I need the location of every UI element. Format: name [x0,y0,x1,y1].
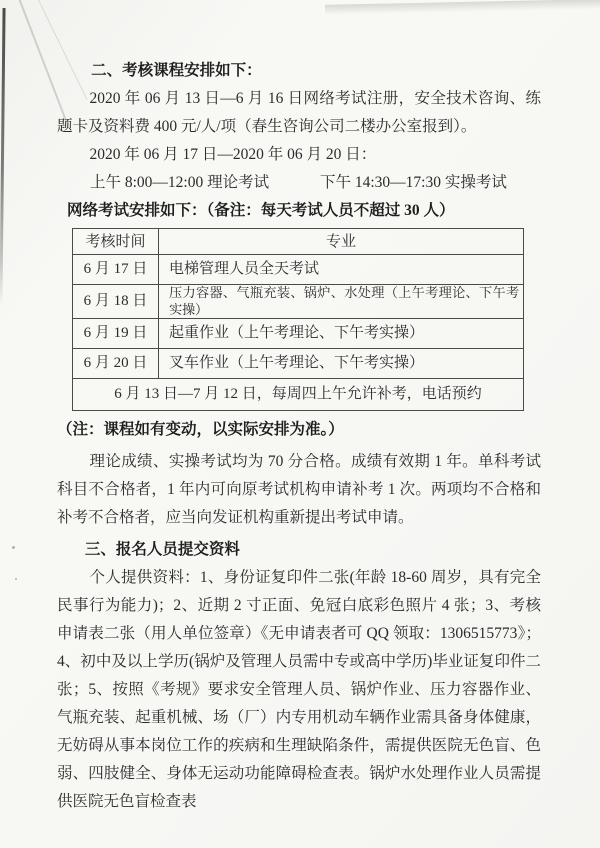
exam-subject-cell: 叉车作业（上午考理论、下午考实操） [159,349,524,379]
table-row [73,285,524,319]
exam-date-cell: 6 月 19 日 [73,319,159,349]
section-2-heading: 二、考核课程安排如下： [91,62,262,79]
scan-left-edge-artifact [0,8,6,306]
exam-subject-cell: 电梯管理人员全天考试 [159,255,524,285]
exam-date-cell: 6 月 20 日 [73,349,159,379]
exam-date-cell: 6 月 18 日 [73,285,159,319]
morning-session-time: 上午 8:00—12:00 理论考试 [90,174,270,191]
exam-subject-cell: 起重作业（上午考理论、下午考实操） [159,319,524,349]
score-rules-paragraph: 理论成绩、实操考试均为 70 分合格。成绩有效期 1 年。单科考试科目不合格者，1 年内可向原考试机构申请补考 1 次。两项均不合格和补考不合格者，应当向发证机构重新提出考试申请。 [57,453,541,526]
registration-paragraph: 2020 年 06 月 13 日—6 月 16 日网络考试注册，安全技术咨询、练题卡及资料费 400 元/人/项（春生咨询公司二楼办公室报到）。 [57,90,541,135]
scan-speck-artifact [15,578,17,580]
exam-subject-cell: 压力容器、气瓶充装、锅炉、水处理（上午考理论、下午考实操） [159,285,524,319]
column-header-subject: 专业 [159,229,524,255]
exam-schedule-table [72,228,524,411]
document-body [57,57,541,816]
table-row [73,255,524,285]
exam-date-cell: 6 月 17 日 [73,255,159,285]
table-footer-row [73,379,524,411]
scan-top-shadow-artifact [325,0,600,15]
section-3-heading: 三、报名人员提交资料 [84,541,240,558]
table-header-row [73,229,524,255]
exam-dates-line: 2020 年 06 月 17 日—2020 年 06 月 20 日： [89,146,377,163]
makeup-exam-cell: 6 月 13 日—7 月 12 日，每周四上午允许补考，电话预约 [73,379,524,411]
materials-paragraph: 个人提供资料：1、身份证复印件二张(年龄 18-60 周岁，具有完全民事行为能力)；2、近期 2 寸正面、免冠白底彩色照片 4 张；3、考核申请表二张（用人单位签章）《无申请表者可 QQ 领取：1306515773》；4、初中及以上学历(锅炉及管理人员需中专或高中学历)毕业证复印件二张；5、按照《考规》要求安全管理人员、锅炉作业、压力容器作业、气瓶充装、起重机械、场（厂）内专用机动车辆作业需具备身体健康，无妨碍从事本岗位工作的疾病和生理缺陷条件，需提供医院无色盲、色弱、四肢健全、身体无运动功能障碍检查表。锅炉水处理作业人员需提供医院无色盲检查表 [57,569,541,810]
schedule-change-note: （注：课程如有变动，以实际安排为准。） [57,421,344,438]
afternoon-session-time: 下午 14:30—17:30 实操考试 [320,174,507,191]
table-row [73,319,524,349]
exam-table-title: 网络考试安排如下：（备注：每天考试人员不超过 30 人） [67,202,455,219]
column-header-time: 考核时间 [73,229,159,255]
session-times-row [57,169,541,197]
table-row [73,349,524,379]
scan-speck-artifact [12,546,15,549]
